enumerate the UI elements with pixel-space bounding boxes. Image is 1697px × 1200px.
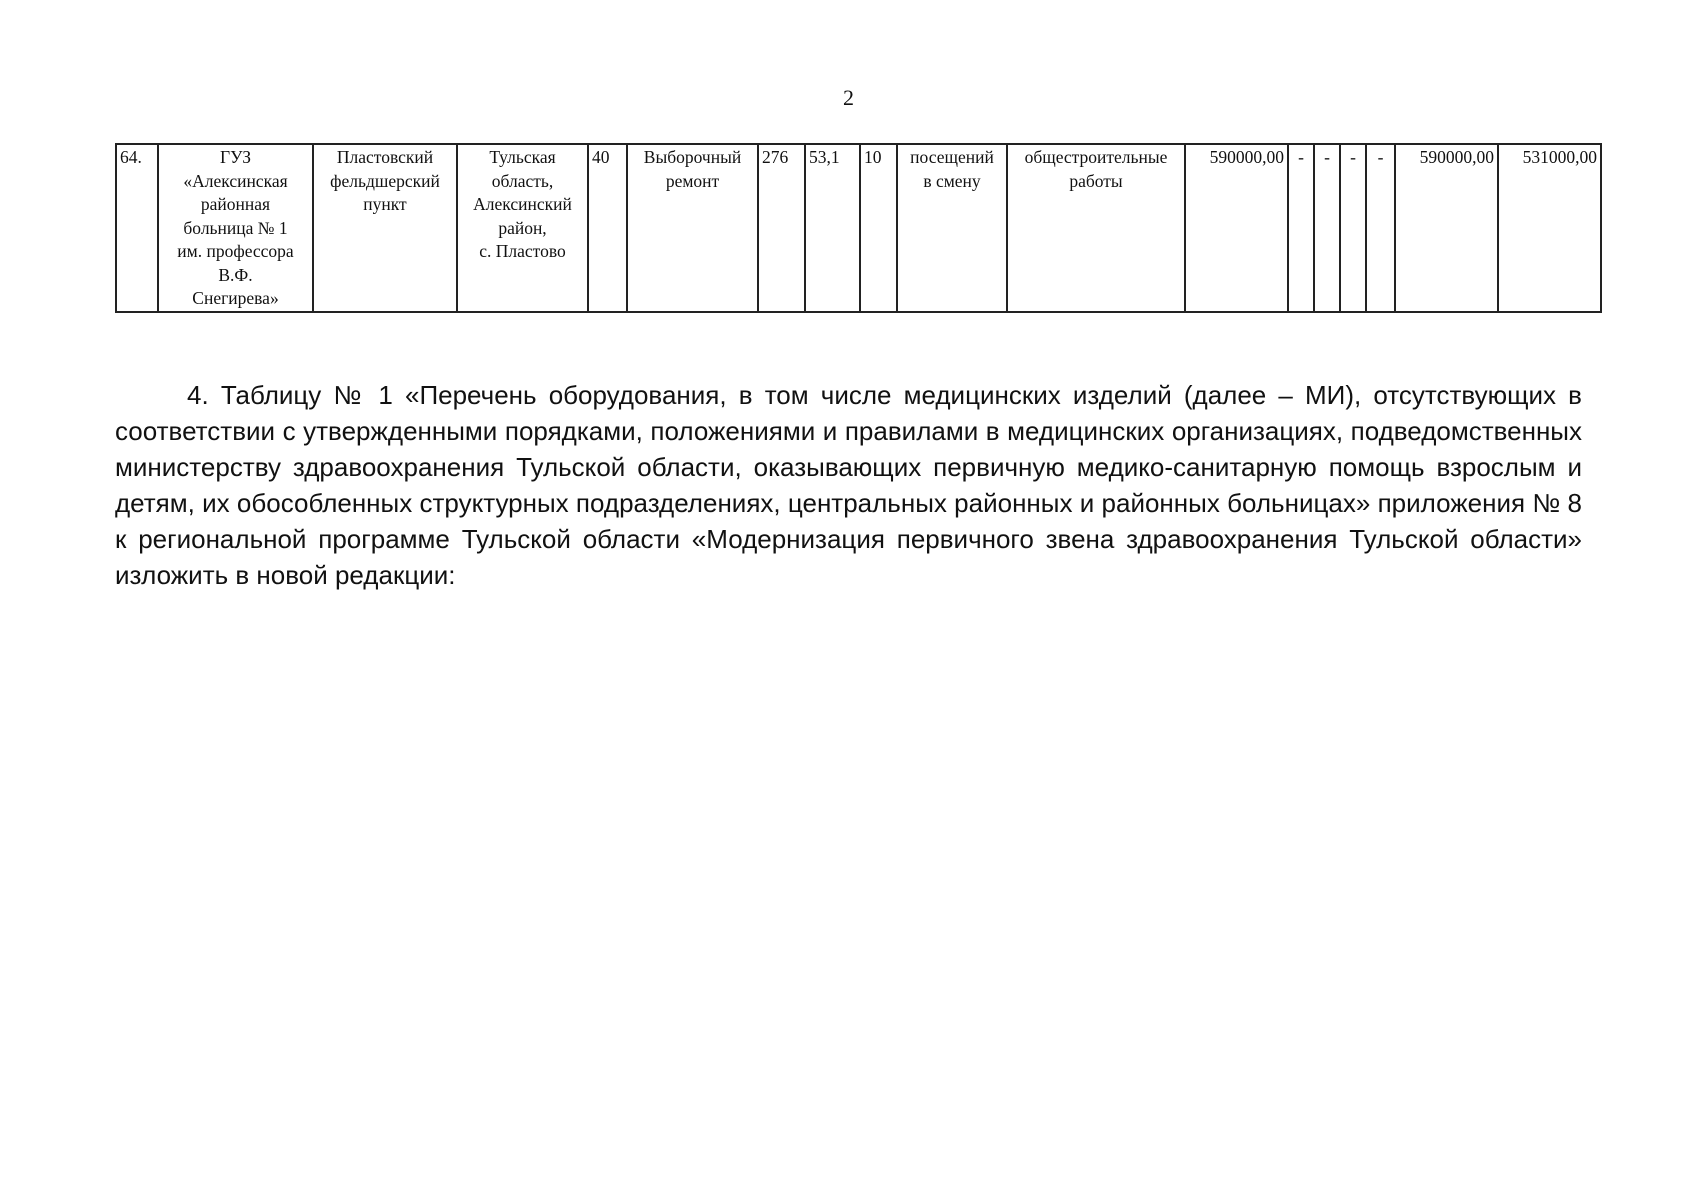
cell-dash: [1340, 144, 1366, 312]
amount-3: 531000,00: [1522, 147, 1597, 167]
page-number: 2: [843, 85, 854, 110]
paragraph-line: 4. Таблицу № 1 «Перечень оборудования, в том числе медицинских изделий (далее – МИ), отсутствующих в: [187, 380, 1582, 410]
cell-col9: [860, 144, 897, 312]
facility-line: пункт: [363, 194, 407, 214]
unit-line: в смену: [923, 170, 981, 191]
work-type-line: общестроительные: [1024, 147, 1168, 167]
col8-value: 53,1: [809, 147, 840, 167]
facility-line: Пластовский: [336, 147, 434, 167]
institution-line: «Алексинская: [183, 170, 288, 191]
paragraph-line: соответствии с утвержденными порядками, положениями и правилами в медицинских организациях, подведомственных: [115, 416, 1582, 446]
facility-line: фельдшерский: [330, 170, 440, 191]
dash-value: -: [1298, 147, 1304, 167]
cell-amount-2: [1395, 144, 1498, 312]
address-line: область,: [491, 170, 554, 191]
row-number: 64.: [120, 147, 142, 167]
paragraph-line: министерству здравоохранения Тульской области, оказывающих первичную медико-санитарную помощь взрослым и: [115, 452, 1582, 482]
amount-2: 590000,00: [1419, 147, 1494, 167]
cell-amount-total: [1185, 144, 1288, 312]
address-line: район,: [498, 217, 547, 238]
dash-value: -: [1377, 147, 1384, 167]
col5-value: 40: [592, 147, 610, 167]
institution-line: Снегирева»: [192, 288, 279, 308]
address-line: Алексинский: [473, 194, 572, 214]
amount-total: 590000,00: [1209, 147, 1284, 167]
cell-amount-3: [1498, 144, 1601, 312]
institution-line: ГУЗ: [219, 147, 252, 167]
address-line: с. Пластово: [479, 241, 566, 261]
cell-facility: [313, 144, 457, 312]
cell-row-number: [116, 144, 158, 312]
institution-line: больница № 1: [183, 217, 288, 238]
cell-work-type: [1007, 144, 1185, 312]
col9-value: 10: [864, 147, 882, 167]
cell-dash: [1288, 144, 1314, 312]
col7-value: 276: [762, 147, 789, 167]
address-line: Тульская: [489, 147, 556, 167]
institution-line: районная: [200, 194, 271, 214]
institution-line: им. профессора: [177, 241, 294, 261]
paragraph-line: детям, их обособленных структурных подразделениях, центральных районных и районных больницах» приложения № 8: [115, 488, 1582, 518]
cell-repair-type: [627, 144, 758, 312]
institution-line: В.Ф.: [218, 264, 253, 285]
cell-unit: [897, 144, 1007, 312]
paragraph-line: к региональной программе Тульской области «Модернизация первичного звена здравоохранения Тульской области»: [115, 524, 1582, 554]
cell-col8: [805, 144, 860, 312]
cell-dash: [1366, 144, 1395, 312]
cell-dash: [1314, 144, 1340, 312]
unit-line: посещений: [910, 147, 994, 167]
dash-value: -: [1350, 147, 1356, 167]
dash-value: -: [1324, 147, 1330, 167]
repair-type-line: Выборочный: [643, 147, 742, 167]
paragraph-line: изложить в новой редакции:: [115, 560, 456, 590]
cell-col7: [758, 144, 805, 312]
data-table: [115, 143, 1602, 313]
repair-type-line: ремонт: [665, 170, 720, 191]
cell-col5: [588, 144, 627, 312]
cell-address: [457, 144, 588, 312]
work-type-line: работы: [1069, 170, 1123, 191]
amendment-paragraph: [115, 377, 1582, 593]
table-row: [116, 144, 1601, 312]
cell-institution: [158, 144, 313, 312]
